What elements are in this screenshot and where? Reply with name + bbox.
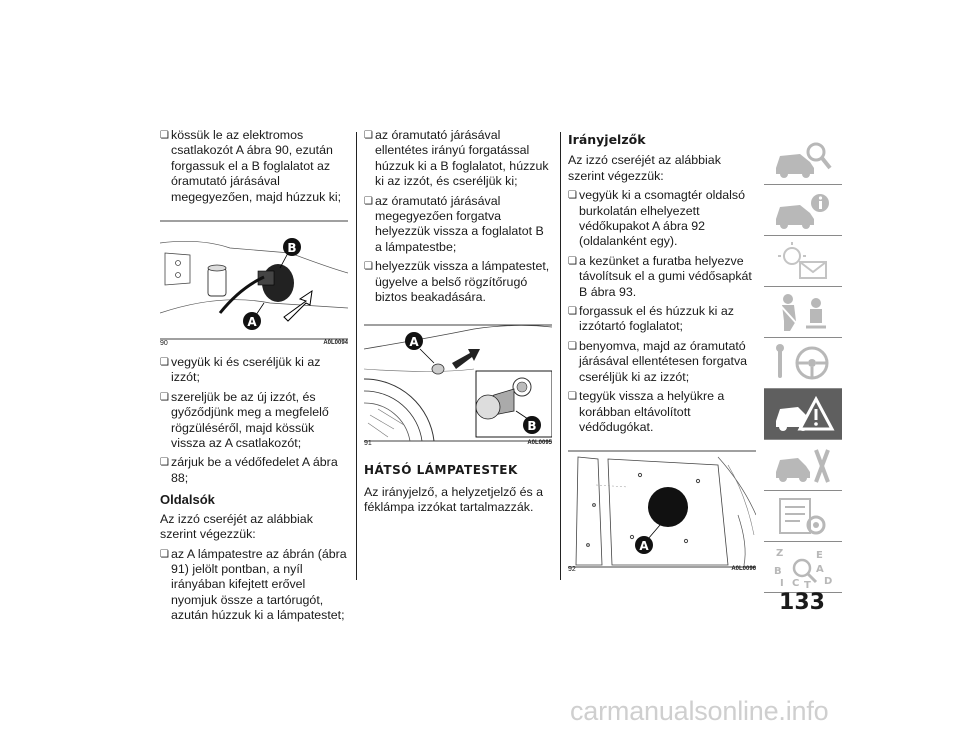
column-1 <box>160 128 348 628</box>
column-divider <box>356 132 357 580</box>
callout-a: A <box>639 539 649 554</box>
index-letter: E <box>816 550 823 561</box>
index-letter: I <box>780 578 784 589</box>
column-3 <box>568 130 756 581</box>
figure-code: A0L0095 <box>527 440 552 447</box>
column-divider <box>560 132 561 580</box>
instruction-item: ❏ benyomva, majd az óramutató járásával ellentétesen forgatva cseréljük ki az izzót; <box>568 339 756 385</box>
callout-a: A <box>409 335 419 350</box>
index-letter: C <box>792 578 800 589</box>
figure-number: 92 <box>568 565 576 573</box>
paragraph: Az izzó cseréjét az alábbiak szerint végezzük: <box>160 511 313 542</box>
tab-index[interactable] <box>764 542 842 593</box>
car-search-icon <box>770 138 836 180</box>
section-heading: Irányjelzők <box>568 132 646 147</box>
rear-light-illustration <box>364 319 552 449</box>
instruction-item: ❏ az A lámpatestre az ábrán (ábra 91) jelölt pontban, a nyíl irányában kifejtett erővel nyomjuk össze a tartórugót, azután húzzuk ki a lámpatestet; <box>160 547 348 624</box>
paragraph: Az izzó cseréjét az alábbiak szerint végezzük: <box>568 153 721 183</box>
index-letter: Z <box>776 548 784 559</box>
car-tools-icon <box>770 444 836 486</box>
tab-warning-lights[interactable] <box>764 236 842 287</box>
section-heading: HÁTSÓ LÁMPATESTEK <box>364 463 518 478</box>
section-heading: Oldalsók <box>160 492 215 508</box>
trunk-panel-illustration <box>568 445 756 575</box>
instruction-item: ❏ a kezünket a furatba helyezve távolítsuk el a gumi védősapkát B ábra 93. <box>568 254 756 300</box>
car-warning-triangle-icon <box>770 393 836 435</box>
instruction-item: ❏ vegyük ki a csomagtér oldalsó burkolatán elhelyezett védőkupakot A ábra 92 (oldalanként egy). <box>568 188 756 250</box>
figure-92 <box>568 445 756 575</box>
column-2 <box>364 128 552 520</box>
instruction-item: ❏ az óramutató járásával megegyezően forgatva helyezzük vissza a foglalatot B a lámpatestbe; <box>364 194 552 256</box>
seatbelt-airbag-icon <box>770 291 836 333</box>
instruction-item: ❏ vegyük ki és cseréljük ki az izzót; <box>160 355 348 386</box>
instruction-item: ❏ kössük le az elektromos csatlakozót A ábra 90, ezután forgassuk el a B foglalatot az óramutató járásával megegyezően, majd húzzuk ki; <box>160 128 348 205</box>
tab-driving[interactable] <box>764 338 842 389</box>
figure-number: 90 <box>160 339 168 347</box>
instruction-item: ❏ szereljük be az új izzót, és győződjünk meg a megfelelő rögzüléséről, majd kössük vissza az A csatlakozót; <box>160 390 348 452</box>
tab-emergency[interactable] <box>764 389 842 440</box>
instruction-item: ❏ helyezzük vissza a lámpatestet, ügyelve a belső rögzítőrugó biztos beakadására. <box>364 259 552 305</box>
instruction-item: ❏ tegyük vissza a helyükre a korábban eltávolított védődugókat. <box>568 389 756 435</box>
instruction-item: ❏ forgassuk el és húzzuk ki az izzótartó foglalatot; <box>568 304 756 335</box>
steering-wheel-icon <box>770 342 836 384</box>
alphabet-index-icon <box>770 546 836 590</box>
page-number: 133 <box>779 590 825 615</box>
index-letter: D <box>824 576 833 587</box>
chapter-tabs <box>764 134 842 593</box>
index-letter: A <box>816 564 824 575</box>
tab-car-info[interactable] <box>764 185 842 236</box>
callout-a: A <box>247 315 257 330</box>
tab-maintenance[interactable] <box>764 440 842 491</box>
tab-technical-data[interactable] <box>764 491 842 542</box>
figure-91 <box>364 319 552 449</box>
figure-code: A0L0094 <box>323 339 348 346</box>
tab-car-search[interactable] <box>764 134 842 185</box>
figure-90 <box>160 213 348 349</box>
paragraph: Az irányjelző, a helyzetjelző és a féklámpa izzókat tartalmazzák. <box>364 484 544 515</box>
instruction-item: ❏ zárjuk be a védőfedelet A ábra 88; <box>160 455 348 486</box>
figure-code: A0L0096 <box>731 565 756 572</box>
settings-list-icon <box>770 495 836 537</box>
callout-b: B <box>527 419 537 434</box>
car-info-icon <box>770 189 836 231</box>
instruction-item: ❏ az óramutató járásával ellentétes irányú forgatással húzzuk ki a B foglalatot, húzzuk ki az izzót, és cseréljük ki; <box>364 128 552 190</box>
connector-illustration <box>160 213 348 349</box>
warning-light-envelope-icon <box>770 240 836 282</box>
watermark: carmanualsonline.info <box>570 696 829 726</box>
index-letter: T <box>804 580 811 590</box>
figure-number: 91 <box>364 440 372 448</box>
callout-b: B <box>287 241 297 256</box>
index-letter: B <box>774 566 782 577</box>
tab-safety[interactable] <box>764 287 842 338</box>
